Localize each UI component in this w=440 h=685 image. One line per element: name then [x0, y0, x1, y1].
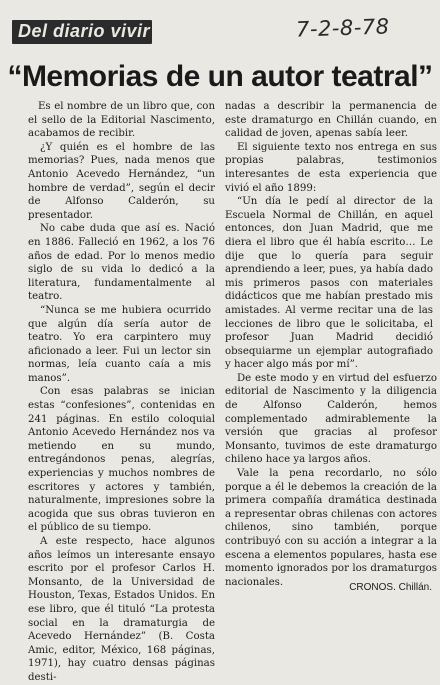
paragraph: A este respecto, hace algunos años leímos un interesante ensayo escrito por el profesor Carlos H. Monsanto, de la Universidad de Houston, Texas, Estados Unidos. En ese libro, que él tituló “La protesta social en la dramaturgia de Acevedo Hernández” (B. Costa Amic, editor, México, 168 páginas, 1971), hay cuatro densas páginas desti- — [28, 536, 215, 683]
paragraph: “Nunca se me hubiera ocurrido que algún día sería autor de teatro. Yo era carpintero muy aficionado a leer. Fui un lector sin normas, leía cuanto caía a mis manos”. — [28, 304, 211, 384]
article-column-right — [225, 100, 437, 589]
paragraph: ¿Y quién es el hombre de las memorias? Pues, nada menos que Antonio Acevedo Hernández, “un hombre de verdad”, según el decir de Alfonso Calderón, su presentador. — [28, 141, 215, 221]
paragraph: El siguiente texto nos entrega en sus propias palabras, testimonios interesantes de esta experiencia que vivió el año 1899: — [225, 141, 437, 194]
paragraph: Es el nombre de un libro que, con el sello de la Editorial Nascimento, acabamos de recibir. — [28, 101, 215, 140]
paragraph: Con esas palabras se inician estas “confesiones”, contenidas en 241 páginas. En estilo coloquial Antonio Acevedo Hernández nos va metiendo en su mundo, entregándonos penas, alegrías, experiencias y muchos nombres de escritores y actores y también, naturalmente, impresiones sobre la acogida que sus obras tuvieron en el público de su tiempo. — [28, 386, 215, 534]
article-headline: “Memorias de un autor teatral” — [7, 60, 433, 93]
paragraph: “Un día le pedí al director de la Escuela Normal de Chillán, en aquel entonces, don Juan Madrid, que me diera el libro que él había escrito… Le dije que lo quería para seguir aprendiendo a leer, pues, ya había dado mis primeros pasos con materiales didácticos que me habían prestado mis amistades. Al verme recitar una de las lecciones de libro que le solicitaba, el profesor Juan Madrid decidió obsequiarme un ejemplar autografiado y hacer algo más por mí”. — [225, 196, 433, 371]
paragraph: No cabe duda que así es. Nació en 1886. Falleció en 1962, a los 76 años de edad. Por lo menos medio siglo de su vida lo dedicó a la literatura, fundamentalmente al teatro. — [28, 223, 215, 303]
handwritten-date: 7-2-8-78 — [295, 14, 390, 42]
section-header — [12, 20, 152, 44]
paragraph: nadas a describir la permanencia de este dramaturgo en Chillán cuando, en calidad de joven, apenas sabía leer. — [225, 101, 437, 140]
byline: CRONOS. Chillán. — [349, 582, 432, 593]
section-title: Del diario vivir — [18, 21, 151, 41]
paragraph: De este modo y en virtud del esfuerzo editorial de Nascimento y la diligencia de Alfonso Calderón, hemos complementado admirablemente la versión que gracias al profesor Monsanto, tuvimos de este dramaturgo chileno hace ya largos años. — [225, 372, 437, 466]
paragraph: Vale la pena recordarlo, no sólo porque a él le debemos la creación de la primera compañía dramática destinada a representar obras chilenas con actores chilenos, sino también, porque contribuyó con su acción a integrar a la escena a elementos populares, hasta ese momento ignorados por los dramaturgos nacionales. — [225, 468, 437, 588]
article-column-left — [28, 100, 215, 685]
